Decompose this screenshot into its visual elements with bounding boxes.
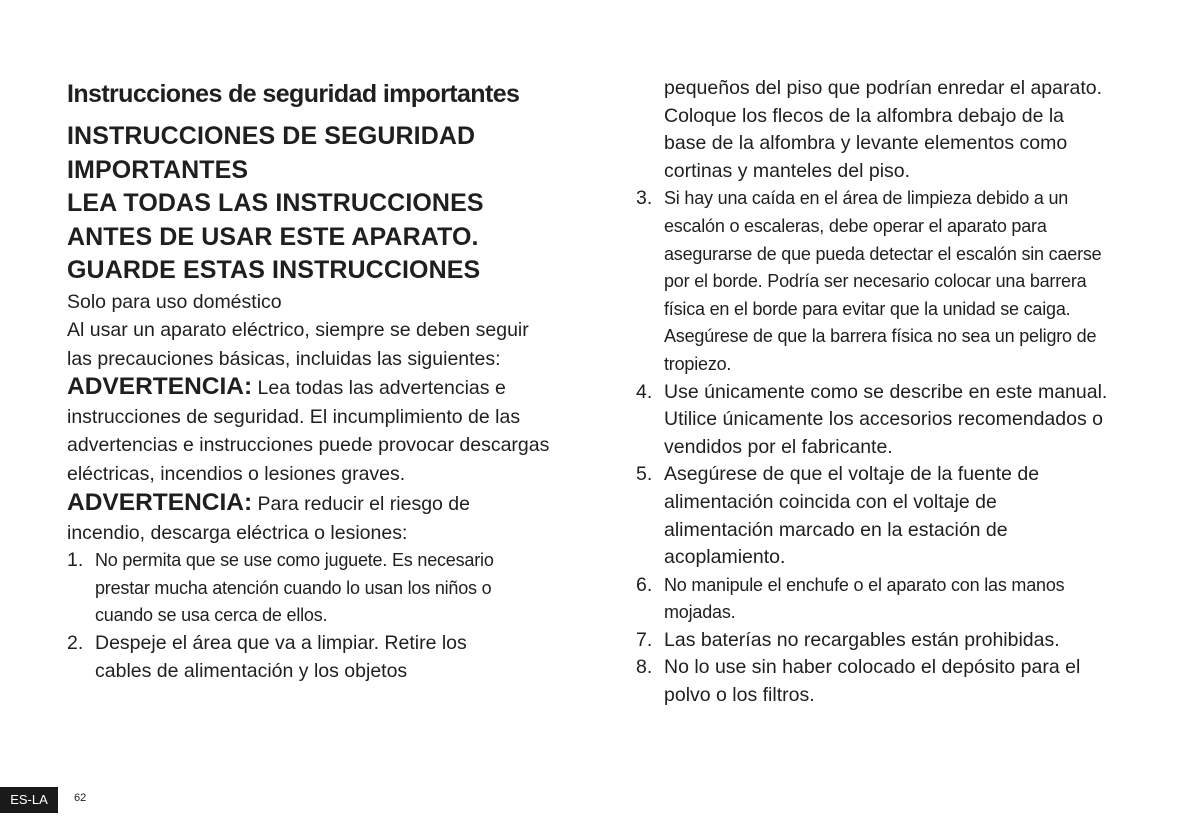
list-item	[636, 627, 1164, 655]
list-item-text: Despeje el área que va a limpiar. Retire los cables de alimentación y los objetos	[95, 632, 467, 682]
warning-label: ADVERTENCIA:	[67, 488, 253, 516]
list-item-text: Si hay una caída en el área de limpieza debido a un escalón o escaleras, debe operar el aparato para asegurarse de que pueda detectar el escalón sin caerse por el borde. Podría ser necesario colocar una barrera física en el borde para evitar que la unidad se caiga. Asegúrese de que la barrera física no sea un peligro de tropiezo.	[664, 188, 1102, 374]
household-only-note: Solo para uso doméstico	[67, 290, 282, 313]
warning-paragraph-1	[67, 373, 562, 489]
left-column	[67, 78, 567, 685]
page-heading: Instrucciones de seguridad importantes	[67, 80, 520, 108]
safety-list-right	[636, 185, 1136, 709]
warning-paragraph-2	[67, 489, 542, 547]
list-item-number: 5.	[636, 463, 653, 486]
list-item	[636, 379, 1129, 462]
list-item	[636, 185, 1114, 378]
list-item	[636, 572, 1104, 627]
list-item-number: 3.	[636, 187, 653, 210]
list-item	[67, 547, 535, 630]
caps-heading-line: INSTRUCCIONES DE SEGURIDAD	[67, 122, 476, 150]
intro-paragraph: Al usar un aparato eléctrico, siempre se deben seguir las precauciones básicas, incluidas las siguientes:	[67, 319, 529, 370]
language-tab: ES-LA	[0, 787, 58, 813]
list-item-text: Asegúrese de que el voltaje de la fuente de alimentación coincida con el voltaje de alimentación marcado en la estación de acoplamiento.	[664, 463, 1040, 569]
caps-heading-line: LEA TODAS LAS INSTRUCCIONES	[67, 189, 484, 217]
list-item-text: No lo use sin haber colocado el depósito para el polvo o los filtros.	[664, 656, 1081, 707]
list-item-number: 6.	[636, 573, 653, 596]
right-column	[636, 75, 1136, 710]
safety-list-left	[67, 547, 567, 685]
list-item-continuation: pequeños del piso que podrían enredar el aparato. Coloque los flecos de la alfombra debajo de la base de la alfombra y levante elementos como cortinas y manteles del piso.	[664, 77, 1102, 182]
caps-heading-line: IMPORTANTES	[67, 155, 249, 184]
list-item	[636, 654, 1104, 709]
list-item-number: 8.	[636, 656, 653, 679]
caps-heading-line: ANTES DE USAR ESTE APARATO.	[67, 222, 479, 251]
list-item-number: 7.	[636, 628, 653, 651]
list-item-text: Las baterías no recargables están prohibidas.	[664, 628, 1060, 651]
list-item	[67, 630, 505, 685]
list-item-number: 4.	[636, 380, 653, 403]
caps-heading-line: GUARDE ESTAS INSTRUCCIONES	[67, 256, 481, 284]
warning-label: ADVERTENCIA:	[67, 373, 253, 400]
warning-text: Para reducir el riesgo de incendio, descarga eléctrica o lesiones:	[67, 492, 470, 544]
list-item-text: No permita que se use como juguete. Es necesario prestar mucha atención cuando lo usan los niños o cuando se usa cerca de ellos.	[95, 550, 494, 626]
list-item-text: No manipule el enchufe o el aparato con las manos mojadas.	[664, 574, 1065, 623]
list-item-number: 2.	[67, 632, 84, 654]
warning-text: Lea todas las advertencias e instrucciones de seguridad. El incumplimiento de las advertencias e instrucciones puede provocar descargas eléctricas, incendios o lesiones graves.	[67, 377, 550, 486]
list-item	[636, 461, 1104, 571]
important-instructions-heading	[67, 120, 567, 288]
list-item-number: 1.	[67, 549, 84, 572]
page-number: 62	[74, 792, 87, 804]
list-item-text: Use únicamente como se describe en este manual. Utilice únicamente los accesorios recomendados o vendidos por el fabricante.	[664, 380, 1108, 458]
